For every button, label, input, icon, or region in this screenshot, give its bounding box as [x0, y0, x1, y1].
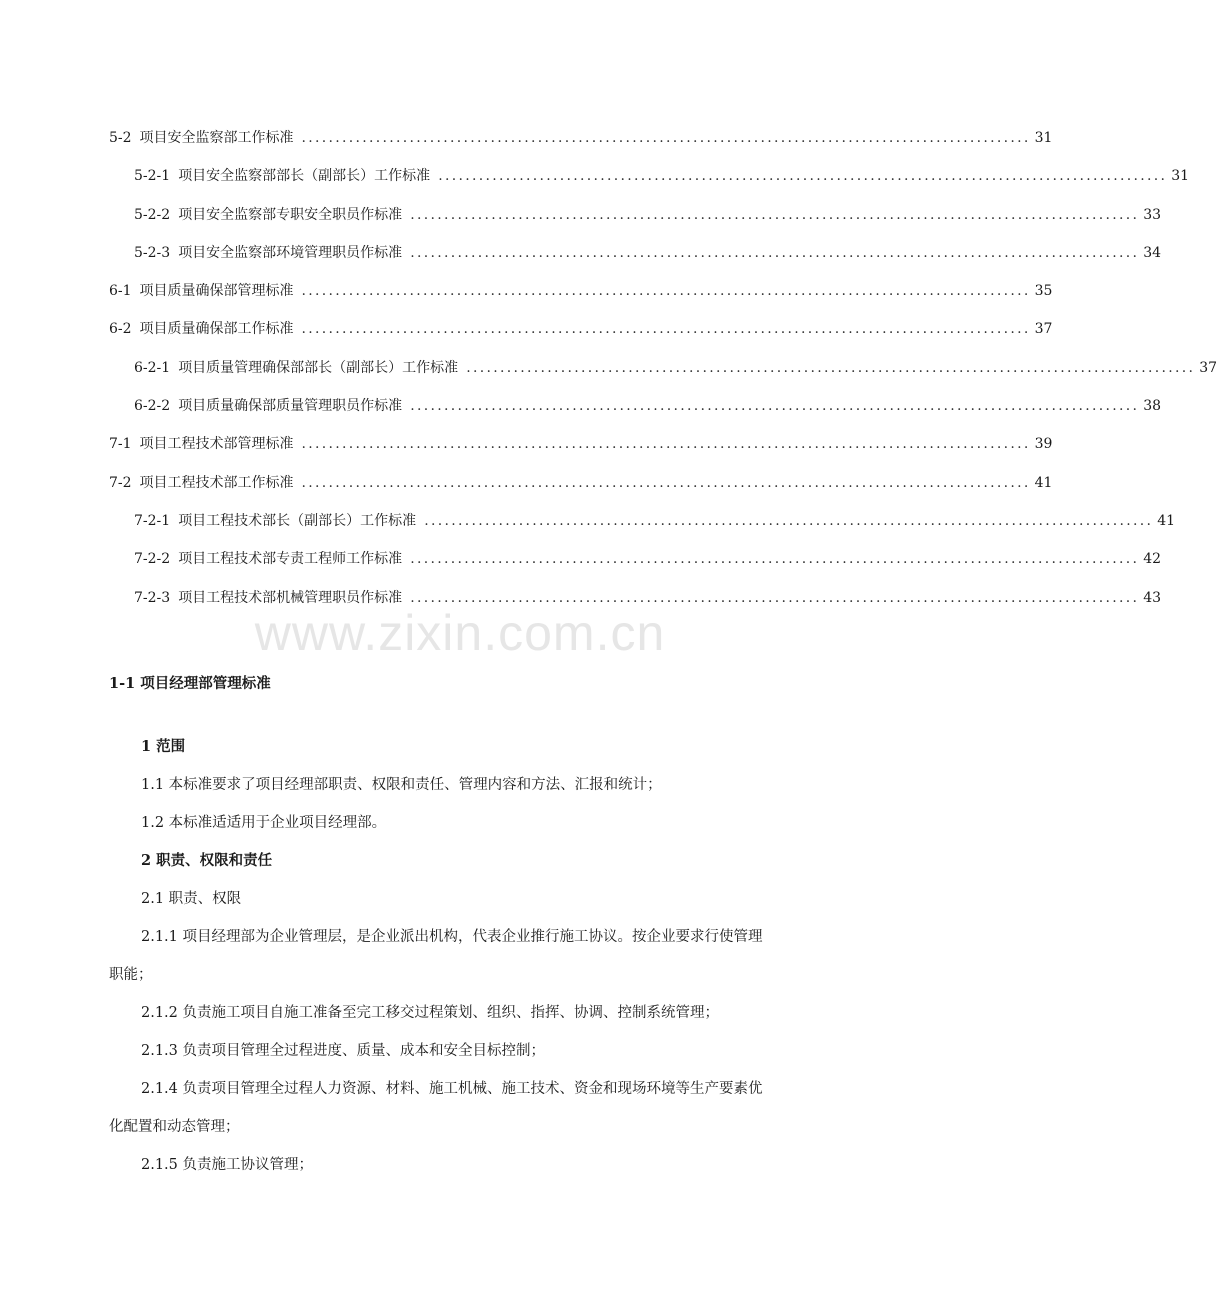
paragraph: 2.1.2 负责施工项目自施工准备至完工移交过程策划、组织、指挥、协调、控制系统管理； — [141, 1005, 719, 1021]
toc-entry-number: 7-2-3 — [134, 589, 171, 606]
toc-dot-leader: ............................................................................................................ — [301, 283, 1031, 300]
toc-entry-title: 项目工程技术部专责工程师工作标准 — [178, 551, 403, 568]
toc-entry-title: 项目质量管理确保部部长（副部长）工作标准 — [178, 359, 459, 376]
paragraph: 1.2 本标准适适用于企业项目经理部。 — [141, 815, 387, 831]
toc-entry[interactable] — [109, 396, 1162, 434]
toc-entry[interactable] — [109, 549, 1162, 587]
section-body — [109, 671, 839, 1178]
toc-dot-leader: ............................................................................................................ — [301, 474, 1031, 491]
toc-entry-title: 项目质量确保部管理标准 — [139, 283, 294, 300]
paragraph: 2.1.5 负责施工协议管理； — [141, 1157, 314, 1173]
toc-dot-leader: ............................................................................................................ — [301, 436, 1031, 453]
toc-entry-number: 7-1 — [109, 436, 132, 453]
toc-entry-number: 6-2-1 — [134, 359, 171, 376]
toc-entry-number: 5-2 — [109, 130, 132, 146]
toc-dot-leader: ............................................................................................................ — [410, 206, 1140, 223]
toc-dot-leader: ............................................................................................................ — [410, 244, 1140, 261]
toc-entry-page: 41 — [1157, 512, 1176, 529]
toc-entry-page: 38 — [1143, 398, 1162, 415]
toc-entry[interactable] — [109, 511, 1176, 549]
toc-entry-number: 7-2 — [109, 474, 132, 491]
toc-entry-number: 5-2-1 — [134, 168, 171, 185]
subsection-heading: 1 范围 — [141, 738, 186, 755]
toc-entry-number: 5-2-2 — [134, 206, 171, 223]
toc-entry-title: 项目工程技术部管理标准 — [139, 436, 294, 453]
toc-entry-number: 6-2-2 — [134, 398, 171, 415]
toc-entry-page: 41 — [1034, 474, 1053, 491]
paragraph: 2.1 职责、权限 — [141, 891, 242, 907]
toc-entry[interactable] — [109, 281, 1053, 319]
toc-dot-leader: ............................................................................................................ — [466, 359, 1196, 376]
toc-entry-title: 项目质量确保部工作标准 — [139, 321, 294, 338]
paragraph-continuation: 职能； — [109, 967, 153, 983]
toc-entry[interactable] — [109, 358, 1217, 396]
toc-entry-page: 31 — [1171, 168, 1190, 185]
toc-entry-title: 项目质量确保部质量管理职员作标准 — [178, 398, 403, 415]
toc-entry[interactable] — [109, 243, 1162, 281]
toc-entry-title: 项目安全监察部环境管理职员作标准 — [178, 244, 403, 261]
toc-dot-leader: ............................................................................................................ — [410, 398, 1140, 415]
toc-entry[interactable] — [109, 166, 1190, 204]
toc-entry-page: 37 — [1034, 321, 1053, 338]
toc-entry-page: 34 — [1143, 244, 1162, 261]
paragraph: 2.1.3 负责项目管理全过程进度、质量、成本和安全目标控制； — [141, 1043, 546, 1059]
toc-dot-leader: ............................................................................................................ — [410, 589, 1140, 606]
toc-entry-title: 项目安全监察部部长（副部长）工作标准 — [178, 168, 431, 185]
toc-dot-leader: ............................................................................................................ — [301, 321, 1031, 338]
toc-entry-title: 项目工程技术部长（副部长）工作标准 — [178, 512, 417, 529]
toc-entry-title: 项目安全监察部专职安全职员作标准 — [178, 206, 403, 223]
section-heading: 1-1 项目经理部管理标准 — [109, 675, 271, 692]
toc-dot-leader: ............................................................................................................ — [438, 168, 1168, 185]
watermark: www.zixin.com.cn — [254, 605, 666, 661]
table-of-contents — [109, 128, 1217, 626]
toc-entry-number: 7-2-1 — [134, 512, 171, 529]
toc-entry-page: 39 — [1034, 436, 1053, 453]
toc-dot-leader: ............................................................................................................ — [301, 130, 1031, 146]
toc-entry-page: 35 — [1034, 283, 1053, 300]
paragraph: 2.1.1 项目经理部为企业管理层，是企业派出机构，代表企业推行施工协议。按企业要求行使管理 — [141, 929, 763, 945]
toc-entry[interactable] — [109, 319, 1053, 357]
toc-entry[interactable] — [109, 434, 1053, 472]
toc-entry[interactable] — [109, 473, 1053, 511]
toc-entry-number: 7-2-2 — [134, 551, 171, 568]
toc-entry-number: 5-2-3 — [134, 244, 171, 261]
subsection-heading: 2 职责、权限和责任 — [141, 852, 273, 869]
toc-entry-page: 33 — [1143, 206, 1162, 223]
toc-entry[interactable] — [109, 128, 1053, 166]
toc-entry-title: 项目安全监察部工作标准 — [139, 130, 294, 146]
toc-entry-page: 37 — [1199, 359, 1217, 376]
toc-entry[interactable] — [109, 205, 1162, 243]
toc-entry-page: 42 — [1143, 551, 1162, 568]
toc-entry-page: 43 — [1143, 589, 1162, 606]
toc-entry-number: 6-2 — [109, 321, 132, 338]
toc-entry-page: 31 — [1034, 130, 1053, 146]
toc-entry-title: 项目工程技术部机械管理职员作标准 — [178, 589, 403, 606]
toc-entry-number: 6-1 — [109, 283, 132, 300]
paragraph-continuation: 化配置和动态管理； — [109, 1119, 240, 1135]
toc-dot-leader: ............................................................................................................ — [424, 512, 1154, 529]
paragraph: 1.1 本标准要求了项目经理部职责、权限和责任、管理内容和方法、汇报和统计； — [141, 777, 662, 793]
toc-entry-title: 项目工程技术部工作标准 — [139, 474, 294, 491]
paragraph: 2.1.4 负责项目管理全过程人力资源、材料、施工机械、施工技术、资金和现场环境等生产要素优 — [141, 1081, 763, 1097]
toc-dot-leader: ............................................................................................................ — [410, 551, 1140, 568]
